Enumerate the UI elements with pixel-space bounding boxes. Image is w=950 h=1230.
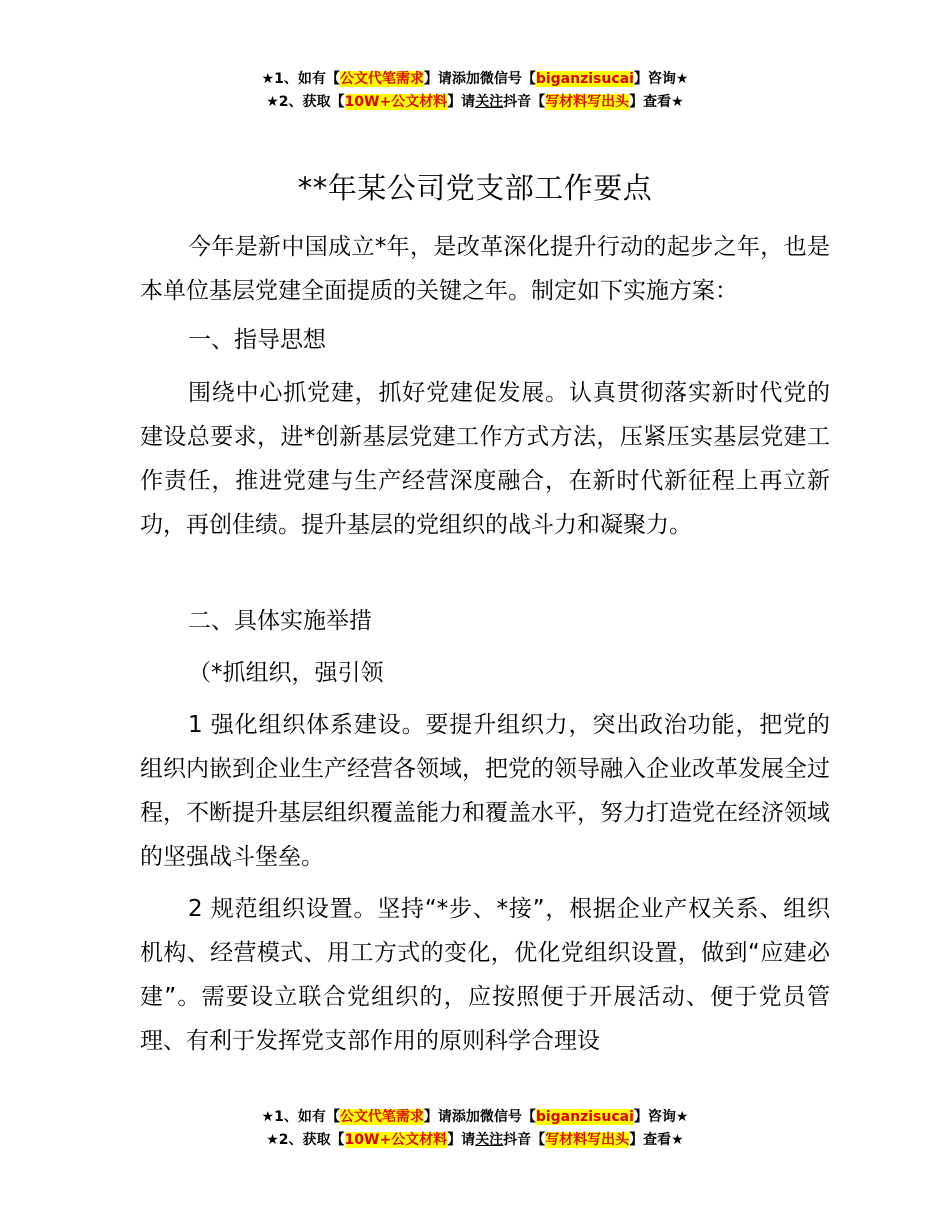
promo-text: ★2、获取【 [266, 94, 345, 110]
promo-text: 】请 [447, 1132, 476, 1148]
footer-promo-banner [0, 1106, 950, 1152]
subsection-heading-organization: （*抓组织，强引领 [188, 660, 384, 686]
item-1-paragraph: 1 强化组织体系建设。要提升组织力，突出政治功能，把党的组织内嵌到企业生产经营各领域，把党的领导融入企业改革发展全过程，不断提升基层组织覆盖能力和覆盖水平，努力打造党在经济领域的坚强战斗堡垒。 [140, 712, 830, 870]
douyin-account-highlight: 写材料写出头 [545, 94, 630, 110]
promo-highlight: 公文代笔需求 [339, 71, 424, 87]
document-title: **年某公司党支部工作要点 [297, 171, 653, 205]
wechat-id-highlight: biganzisucai [535, 71, 634, 87]
section-heading-guiding-thought: 一、指导思想 [188, 327, 326, 353]
promo-highlight: 10W+公文材料 [344, 1132, 448, 1148]
promo-text: ★1、如有【 [261, 71, 340, 87]
promo-line-2 [0, 1129, 950, 1152]
promo-text: 】查看★ [629, 1132, 684, 1148]
wechat-id-highlight: biganzisucai [535, 1109, 634, 1125]
promo-text: 】查看★ [629, 94, 684, 110]
promo-line-1 [0, 1106, 950, 1129]
promo-text: 】请添加微信号【 [423, 71, 536, 87]
header-promo-banner [0, 68, 950, 114]
promo-underlined-text: 关注 [475, 94, 504, 110]
promo-line-1 [0, 68, 950, 91]
promo-text: ★2、获取【 [266, 1132, 345, 1148]
douyin-account-highlight: 写材料写出头 [545, 1132, 630, 1148]
item-2-paragraph: 2 规范组织设置。坚持“*步、*接”，根据企业产权关系、组织机构、经营模式、用工方式的变化，优化党组织设置，做到“应建必建”。需要设立联合党组织的，应按照便于开展活动、便于党员管理、有利于发挥党支部作用的原则科学合理设 [140, 896, 830, 1054]
intro-paragraph: 今年是新中国成立*年，是改革深化提升行动的起步之年，也是本单位基层党建全面提质的关键之年。制定如下实施方案： [140, 234, 830, 304]
promo-text: 抖音【 [503, 1132, 546, 1148]
promo-highlight: 公文代笔需求 [339, 1109, 424, 1125]
promo-text: 】咨询★ [633, 1109, 689, 1125]
promo-text: 】咨询★ [633, 71, 689, 87]
promo-text: ★1、如有【 [261, 1109, 340, 1125]
promo-line-2 [0, 91, 950, 114]
promo-underlined-text: 关注 [475, 1132, 504, 1148]
promo-text: 抖音【 [503, 94, 546, 110]
section-heading-measures: 二、具体实施举措 [188, 608, 372, 634]
guiding-thought-paragraph: 围绕中心抓党建，抓好党建促发展。认真贯彻落实新时代党的建设总要求，进*创新基层党建工作方式方法，压紧压实基层党建工作责任，推进党建与生产经营深度融合，在新时代新征程上再立新功，再创佳绩。提升基层的党组织的战斗力和凝聚力。 [140, 380, 830, 538]
promo-text: 】请添加微信号【 [423, 1109, 536, 1125]
promo-text: 】请 [447, 94, 476, 110]
promo-highlight: 10W+公文材料 [344, 94, 448, 110]
